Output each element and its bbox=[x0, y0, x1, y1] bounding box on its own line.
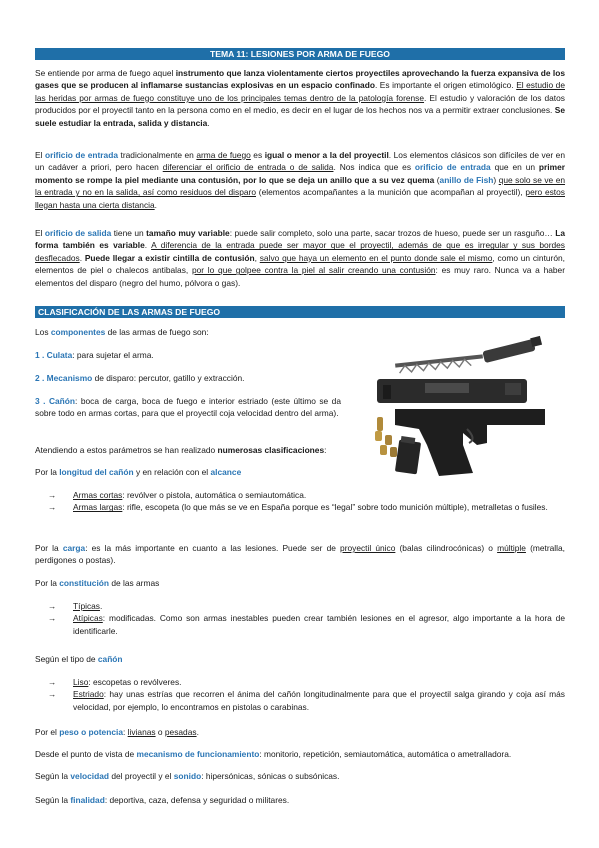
list-item: → Típicas. bbox=[48, 601, 103, 611]
list-item: → Estriado: hay unas estrías que recorren el ánima del cañón longitudinalmente para que el proyectil salga girando y coja así más velocidad, por ejemplo, lo encontramos en pistolas o carabinas. bbox=[48, 689, 565, 712]
longitud-list bbox=[35, 489, 565, 514]
velocidad-paragraph: Según la velocidad del proyectil y el sonido: hipersónicas, sónicas o subsónicas. bbox=[35, 771, 340, 781]
salida-paragraph: El orificio de salida tiene un tamaño muy variable: puede salir completo, solo una parte, sacar trozos de hueso, puede ser un rasguño… La forma también es variable. A diferencia de la entrada puede ser mayor que el proyectil, además de que es irregular y sus bordes desflecados. Puede llegar a existir cintilla de contusión, salvo que haya un elemento en el punto donde sale el mismo, como un cinturón, elementos de piel o chalecos antibalas, por lo que golpee contra la piel al salir creando una contusión: es muy raro. Nunca va a haber elementos del disparo (negro del humo, pólvora o gas). bbox=[35, 228, 565, 288]
mecanismo-paragraph: Desde el punto de vista de mecanismo de funcionamiento: monitorio, repetición, semiautomática, automática o ametralladora. bbox=[35, 749, 512, 759]
carga-paragraph: Por la carga: es la más importante en cuanto a las lesiones. Puede ser de proyectil único (balas cilindrocónicas) o múltiple (metralla, perdigones o postas). bbox=[35, 543, 565, 566]
slide-icon bbox=[377, 379, 527, 403]
arrow-icon: → bbox=[48, 601, 57, 611]
componentes-intro: Los componentes de las armas de fuego son: bbox=[35, 327, 209, 337]
list-item: → Atípicas: modificadas. Como son armas inestables pueden crear también lesiones en el agresor, algo importante a la hora de identificarle. bbox=[48, 613, 565, 636]
constitucion-list bbox=[35, 600, 565, 637]
list-item: → Armas cortas: revólver o pistola, automática o semiautomática. bbox=[48, 490, 307, 500]
tipo-list bbox=[35, 676, 565, 713]
list-item: → Liso: escopetas o revólveres. bbox=[48, 677, 182, 687]
section-heading: CLASIFICACIÓN DE LAS ARMAS DE FUEGO bbox=[38, 307, 221, 317]
clasificaciones-intro: Atendiendo a estos parámetros se han realizado numerosas clasificaciones: bbox=[35, 445, 327, 455]
peso-paragraph: Por el peso o potencia: livianas o pesadas. bbox=[35, 727, 199, 737]
finalidad-paragraph: Según la finalidad: deportiva, caza, defensa y seguridad o militares. bbox=[35, 795, 290, 805]
entrada-paragraph: El orificio de entrada tradicionalmente en arma de fuego es igual o menor a la del proyectil. Los elementos clásicos son difíciles de ver en un cadáver a priori, pero hacen diferenciar el orificio de entrada o de salida. Nos indica que es orificio de entrada que en un primer momento se rompe la piel mediante una contusión, por lo que se deja un anillo que a su vez quema (anillo de Fish) que solo se ve en la entrada y no en la salida, así como residuos del disparo (elementos acompañantes a la munición que acompañan al proyectil), pero estos llegan hasta una cierta distancia. bbox=[35, 150, 566, 210]
arrow-icon: → bbox=[48, 677, 57, 687]
tipo-heading: Según el tipo de cañón bbox=[35, 654, 123, 664]
arrow-icon: → bbox=[48, 490, 57, 500]
longitud-heading: Por la longitud del cañón y en relación con el alcance bbox=[35, 467, 242, 477]
section-title-bar bbox=[35, 48, 565, 60]
disassembled-pistol-photo bbox=[355, 333, 552, 480]
arrow-icon: → bbox=[48, 613, 57, 624]
constitucion-heading: Por la constitución de las armas bbox=[35, 578, 160, 588]
page-title: TEMA 11: LESIONES POR ARMA DE FUEGO bbox=[209, 49, 390, 59]
arrow-icon: → bbox=[48, 689, 57, 700]
arrow-icon: → bbox=[48, 502, 57, 513]
section-bar-clasificacion bbox=[35, 306, 565, 318]
list-item: → Armas largas: rifle, escopeta (lo que más se ve en España porque es “legal” sobre todo munición múltiple), metralletas o fusiles. bbox=[48, 502, 548, 513]
componente-culata: 1 . Culata: para sujetar el arma. bbox=[35, 350, 154, 360]
intro-paragraph: Se entiende por arma de fuego aquel instrumento que lanza violentamente ciertos proyectiles aprovechando la fuerza expansiva de los gases que se producen al inflamarse sustancias explosivas en un espacio confinado. Es importante el origen etimológico. El estudio de las heridas por armas de fuego constituye uno de los principales temas dentro de la patología forense. El estudio y valoración de los datos producidos por el proyectil tanto en la persona como en el medio, es decir en el lugar de los hechos nos va a permitir extraer conclusiones. Se suele estudiar la entrada, salida y distancia. bbox=[35, 68, 565, 128]
componente-canon: 3 . Cañón: boca de carga, boca de fuego e interior estriado (este último se da sobre todo en armas cortas, para que el proyectil coja velocidad dentro del arma). bbox=[35, 396, 341, 419]
componente-mecanismo: 2 . Mecanismo de disparo: percutor, gatillo y extracción. bbox=[35, 373, 245, 383]
